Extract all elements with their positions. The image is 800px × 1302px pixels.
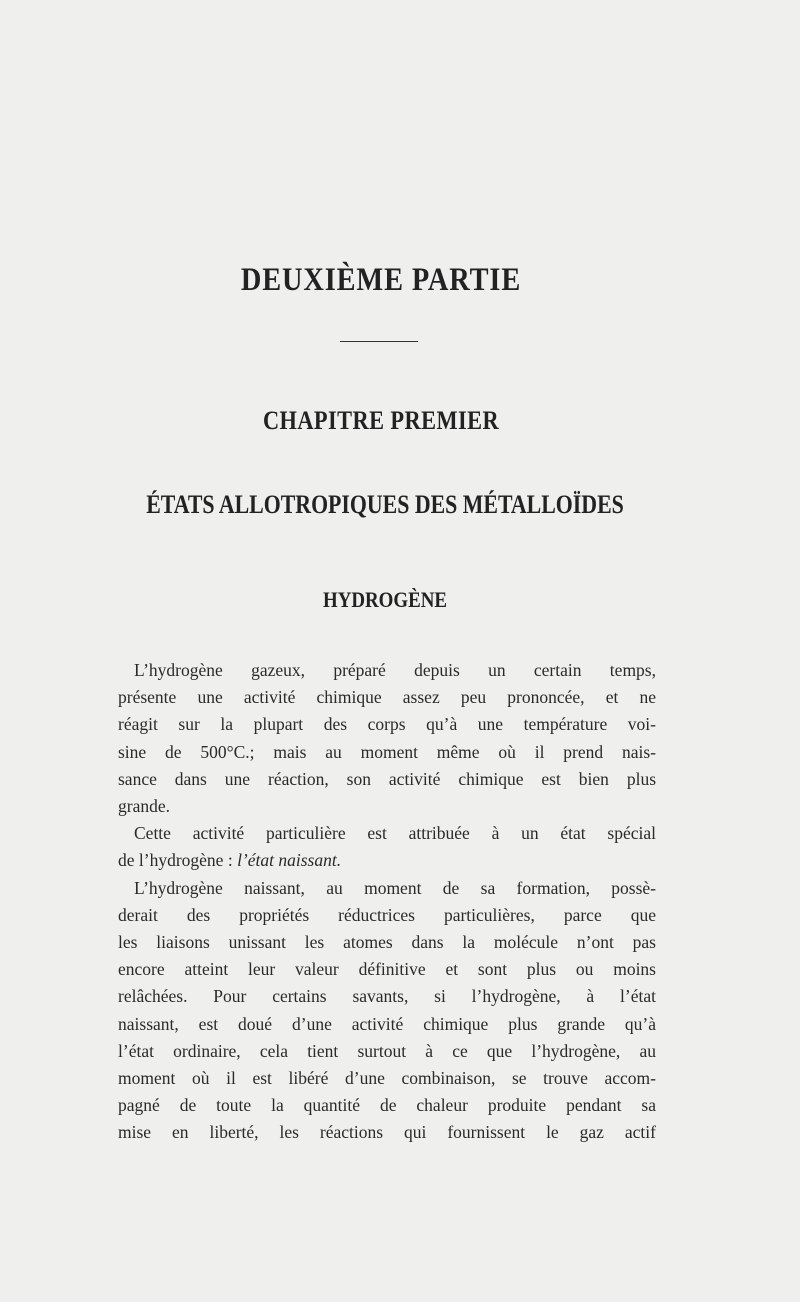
text-line: sine de 500°C.; mais au moment même où il prend nais- xyxy=(118,741,656,762)
body-text xyxy=(118,657,656,1147)
text-line-mixed xyxy=(118,847,656,874)
italic-term: l’état naissant. xyxy=(237,850,342,871)
text-line: naissant, est doué d’une activité chimique plus grande qu’à xyxy=(118,1013,656,1034)
text-line: Cette activité particulière est attribuée à un état spécial xyxy=(134,823,656,844)
chapter-title: CHAPITRE PREMIER xyxy=(262,406,500,435)
text-line: l’état ordinaire, cela tient surtout à ce que l’hydrogène, au xyxy=(118,1040,656,1061)
text-line: mise en liberté, les réactions qui fournissent le gaz actif xyxy=(118,1122,656,1143)
text-line: moment où il est libéré d’une combinaison, se trouve accom- xyxy=(118,1068,656,1089)
text-line: grande. xyxy=(118,796,170,817)
paragraph-1 xyxy=(118,657,656,820)
title-divider xyxy=(340,341,418,342)
subsection-title: HYDROGÈNE xyxy=(322,587,448,612)
paragraph-2 xyxy=(118,820,656,874)
section-title: ÉTATS ALLOTROPIQUES DES MÉTALLOÏDES xyxy=(146,490,624,519)
text-line: présente une activité chimique assez peu prononcée, et ne xyxy=(118,687,656,708)
part-title: DEUXIÈME PARTIE xyxy=(240,262,522,298)
paragraph-3 xyxy=(118,875,656,1147)
text-line: derait des propriétés réductrices particulières, parce que xyxy=(118,904,656,925)
text-line: réagit sur la plupart des corps qu’à une température voi- xyxy=(118,714,656,735)
text-line: relâchées. Pour certains savants, si l’hydrogène, à l’état xyxy=(118,986,656,1007)
text-line: L’hydrogène gazeux, préparé depuis un certain temps, xyxy=(134,660,656,680)
text-line: les liaisons unissant les atomes dans la molécule n’ont pas xyxy=(118,932,656,953)
text-line: sance dans une réaction, son activité chimique est bien plus xyxy=(118,768,656,789)
text-line: pagné de toute la quantité de chaleur produite pendant sa xyxy=(118,1095,656,1116)
text-span: de l’hydrogène : xyxy=(118,850,238,871)
text-line: L’hydrogène naissant, au moment de sa formation, possè- xyxy=(134,877,656,898)
text-line: encore atteint leur valeur définitive et sont plus ou moins xyxy=(118,959,656,980)
